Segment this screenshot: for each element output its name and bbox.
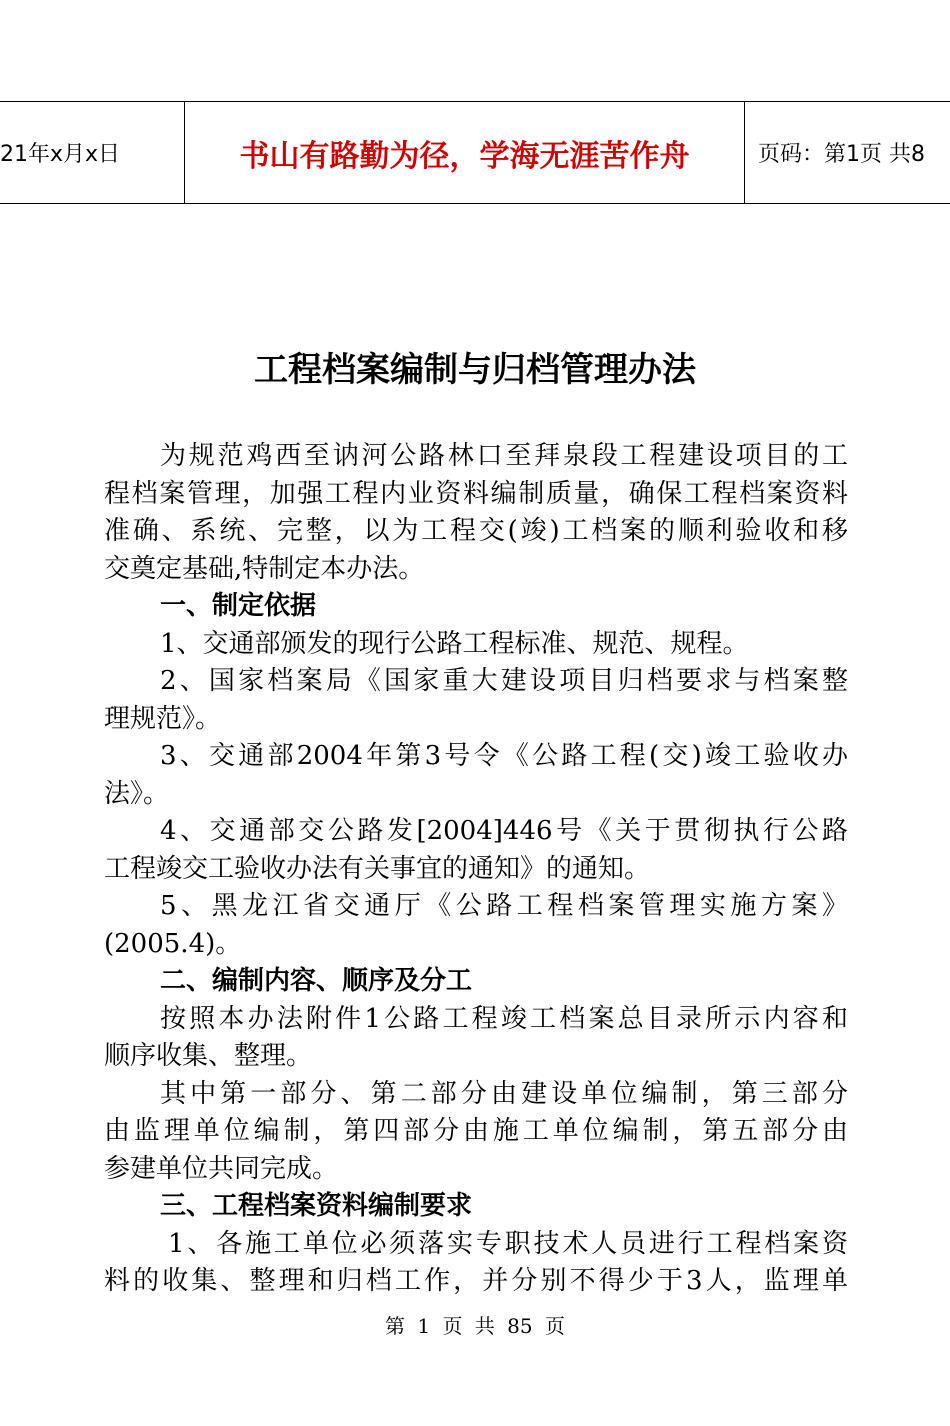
- section-heading: 二、编制内容、顺序及分工: [160, 966, 473, 996]
- page-footer: 第 1 页 共 85 页: [385, 1314, 565, 1338]
- paragraph-line: (2005.4)。: [104, 928, 242, 959]
- document-title: 工程档案编制与归档管理办法: [254, 350, 696, 390]
- list-item: 5、黑龙江省交通厅《公路工程档案管理实施方案》: [160, 891, 848, 921]
- paragraph-line: 其中第一部分、第二部分由建设单位编制，第三部分: [160, 1078, 848, 1109]
- paragraph-line: 程档案管理，加强工程内业资料编制质量，确保工程档案资料: [104, 478, 848, 509]
- paragraph-line: 理规范》。: [104, 703, 222, 734]
- list-item: 1、交通部颁发的现行公路工程标准、规范、规程。: [160, 628, 749, 659]
- document-body: [104, 438, 848, 1301]
- paragraph-line: 为规范鸡西至讷河公路林口至拜泉段工程建设项目的工: [160, 441, 848, 471]
- list-item: 1、各施工单位必须落实专职技术人员进行工程档案资: [168, 1228, 848, 1259]
- paragraph-line: 交奠定基础,特制定本办法。: [104, 553, 425, 584]
- list-item: 2、国家档案局《国家重大建设项目归档要求与档案整: [160, 666, 848, 696]
- page-header: [0, 101, 950, 204]
- list-item: 3、交通部2004年第3号令《公路工程(交)竣工验收办: [160, 741, 848, 771]
- paragraph-line: 由监理单位编制，第四部分由施工单位编制，第五部分由: [104, 1116, 848, 1146]
- paragraph-line: 准确、系统、完整，以为工程交(竣)工档案的顺利验收和移: [104, 516, 848, 546]
- header-date: 21年x月x日: [0, 142, 121, 167]
- paragraph-line: 料的收集、整理和归档工作，并分别不得少于3人，监理单: [104, 1266, 848, 1296]
- list-item: 4、交通部交公路发[2004]446号《关于贯彻执行公路: [160, 816, 848, 846]
- paragraph-line: 按照本办法附件1公路工程竣工档案总目录所示内容和: [160, 1003, 848, 1034]
- header-divider: [744, 102, 745, 203]
- section-heading: 三、工程档案资料编制要求: [160, 1191, 473, 1221]
- paragraph-line: 工程竣交工验收办法有关事宜的通知》的通知。: [104, 853, 651, 884]
- section-heading: 一、制定依据: [160, 591, 317, 621]
- paragraph-line: 参建单位共同完成。: [104, 1153, 339, 1184]
- header-page-number: 页码：第1页 共8: [758, 142, 925, 167]
- paragraph-line: 顺序收集、整理。: [104, 1041, 313, 1071]
- paragraph-line: 法》。: [104, 778, 170, 809]
- header-motto: 书山有路勤为径，学海无涯苦作舟: [239, 138, 690, 174]
